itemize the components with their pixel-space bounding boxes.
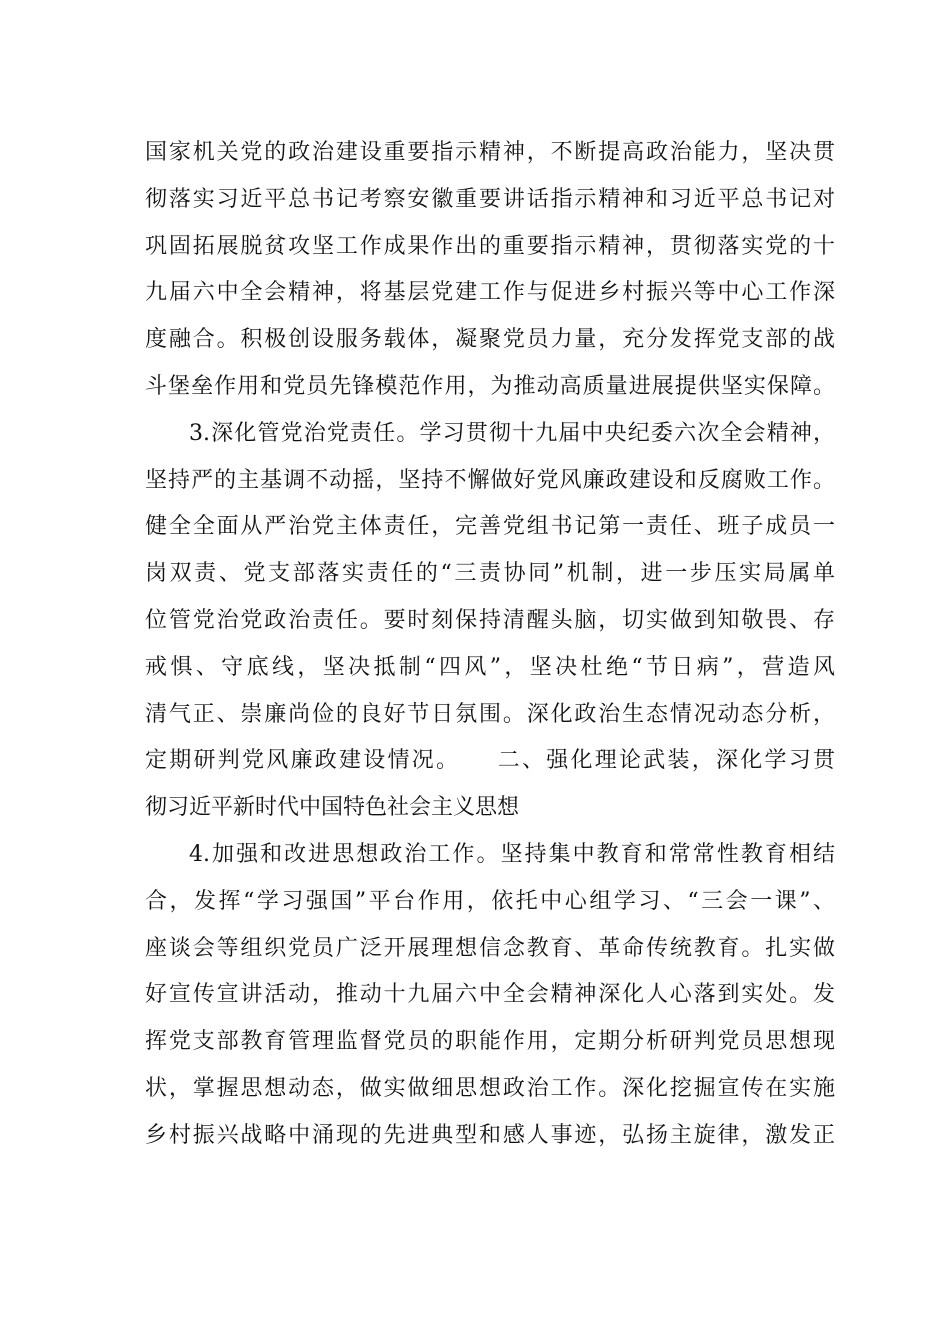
text-line: 度融合。积极创设服务载体，凝聚党员力量，充分发挥党支部的战 (145, 327, 835, 353)
text-line: 清气正、崇廉尚俭的良好节日氛围。深化政治生态情况动态分析， (145, 701, 835, 727)
text-line: 健全全面从严治党主体责任，完善党组书记第一责任、班子成员一 (145, 514, 835, 540)
text-line: 合，发挥“学习强国”平台作用，依托中心组学习、“三会一课”、 (145, 888, 835, 914)
text-line: 座谈会等组织党员广泛开展理想信念教育、革命传统教育。扎实做 (145, 935, 835, 961)
text-line: 乡村振兴战略中涌现的先进典型和感人事迹，弘扬主旋律，激发正 (145, 1122, 835, 1148)
text-line: 岗双责、党支部落实责任的“三责协同”机制，进一步压实局属单 (145, 561, 835, 587)
text-line: 戒惧、守底线，坚决抵制“四风”，坚决杜绝“节日病”，营造风 (145, 654, 835, 680)
text-line: 3.深化管党治党责任。学习贯彻十九届中央纪委六次全会精神， (189, 420, 835, 446)
text-line: 位管党治党政治责任。要时刻保持清醒头脑，切实做到知敬畏、存 (145, 607, 835, 633)
text-line: 巩固拓展脱贫攻坚工作成果作出的重要指示精神，贯彻落实党的十 (145, 233, 835, 259)
text-line: 国家机关党的政治建设重要指示精神，不断提高政治能力，坚决贯 (145, 140, 835, 165)
text-line: 彻落实习近平总书记考察安徽重要讲话指示精神和习近平总书记对 (145, 186, 835, 212)
text-line: 彻习近平新时代中国特色社会主义思想 (145, 795, 520, 821)
body-text (145, 130, 835, 1160)
text-line: 九届六中全会精神，将基层党建工作与促进乡村振兴等中心工作深 (145, 280, 835, 306)
text-line: 好宣传宣讲活动，推动十九届六中全会精神深化人心落到实处。发 (145, 982, 835, 1008)
text-line: 定期研判党风廉政建设情况。 二、强化理论武装，深化学习贯 (145, 748, 835, 774)
text-line: 坚持严的主基调不动摇，坚持不懈做好党风廉政建设和反腐败工作。 (145, 467, 835, 493)
text-line: 4.加强和改进思想政治工作。坚持集中教育和常常性教育相结 (189, 841, 835, 867)
text-line: 状，掌握思想动态，做实做细思想政治工作。深化挖掘宣传在实施 (145, 1075, 835, 1101)
text-line: 斗堡垒作用和党员先锋模范作用，为推动高质量进展提供坚实保障。 (145, 373, 835, 399)
text-line: 挥党支部教育管理监督党员的职能作用，定期分析研判党员思想现 (145, 1029, 835, 1055)
